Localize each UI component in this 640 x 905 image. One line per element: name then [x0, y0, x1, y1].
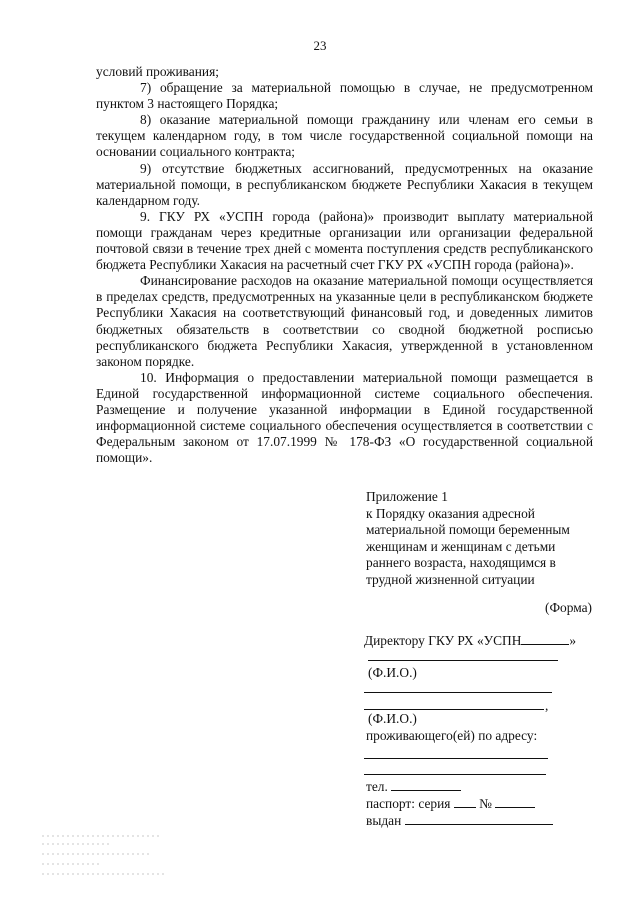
paragraph-section-9: 9. ГКУ РХ «УСПН города (района)» производит выплату материальной помощи гражданам через кредитные организации или организации федеральной почтовой связи в течение трех дней с момента поступления средств республиканского бюджета Республики Хакасия на расчетный счет ГКУ РХ «УСПН города (района)». [96, 208, 593, 273]
paragraph-financing: Финансирование расходов на оказание материальной помощи осуществляется в пределах средств, предусмотренных на указанные цели в республиканском бюджете Республики Хакасия на соответствующий финансовый год, и доведенных лимитов бюджетных обязательств в соответствии со сводной бюджетной росписью республиканского бюджета Республики Хакасия, утвержденной в установленном законом порядке. [96, 273, 593, 369]
issued-line [366, 812, 553, 829]
appendix-line: материальной помощи беременным [366, 522, 570, 538]
fio-caption-2: (Ф.И.О.) [368, 711, 417, 726]
uspn-district-field[interactable] [521, 632, 569, 645]
director-prefix: Директору ГКУ РХ «УСПН [364, 633, 522, 648]
appendix-line: трудной жизненной ситуации [366, 571, 535, 587]
paragraph-item-9-budget: 9) отсутствие бюджетных ассигнований, предусмотренных на оказание материальной помощи, в республиканском бюджете Республики Хакасия в текущем календарном году. [96, 160, 593, 208]
director-line [364, 632, 576, 649]
applicant-name-field-1[interactable] [364, 692, 552, 693]
director-suffix: » [569, 633, 577, 648]
page-number: 23 [313, 38, 327, 53]
passport-series-label: паспорт: серия [366, 796, 451, 811]
document-body [96, 64, 593, 466]
appendix-line: к Порядку оказания адресной [366, 505, 535, 521]
address-field-2[interactable] [364, 774, 546, 775]
fio-caption-1: (Ф.И.О.) [368, 665, 417, 680]
phone-field[interactable] [391, 778, 461, 791]
passport-line [366, 795, 535, 812]
passport-number-field[interactable] [495, 795, 535, 808]
paragraph-section-10: 10. Информация о предоставлении материальной помощи размещается в Единой государственной информационной системе социального обеспечения. Размещение и получение указанной информации в Единой государственной информационной системе социального обеспечения осуществляется в соответствии с Федеральным законом от 17.07.1999 № 178-ФЗ «О государственной социальной помощи». [96, 369, 593, 466]
address-field-1[interactable] [364, 758, 548, 759]
phone-line [366, 778, 461, 795]
appendix-line: Приложение 1 [366, 489, 448, 504]
line-comma: , [545, 698, 549, 713]
phone-label: тел. [366, 779, 388, 794]
appendix-line: раннего возраста, находящимся в [366, 555, 556, 571]
passport-series-field[interactable] [454, 795, 476, 808]
passport-number-label: № [479, 796, 492, 811]
address-label: проживающего(ей) по адресу: [366, 728, 538, 743]
paragraph-item-8: 8) оказание материальной помощи гражданину или членам его семьи в текущем календарном году, в том числе государственной социальной помощи на основании социального контракта; [96, 112, 593, 160]
faint-stamp-mark [40, 832, 170, 880]
applicant-name-field-2[interactable] [364, 709, 544, 710]
paragraph-item-7: 7) обращение за материальной помощью в случае, не предусмотренном пунктом 3 настоящего Порядка; [96, 80, 593, 112]
fio-field-1[interactable] [368, 660, 558, 661]
issued-field[interactable] [405, 812, 553, 825]
appendix-header [366, 489, 596, 589]
form-label: (Форма) [544, 600, 592, 615]
appendix-line: женщинам и женщинам с детьми [366, 538, 556, 554]
issued-label: выдан [366, 813, 402, 828]
paragraph-living-conditions: условий проживания; [96, 64, 219, 79]
